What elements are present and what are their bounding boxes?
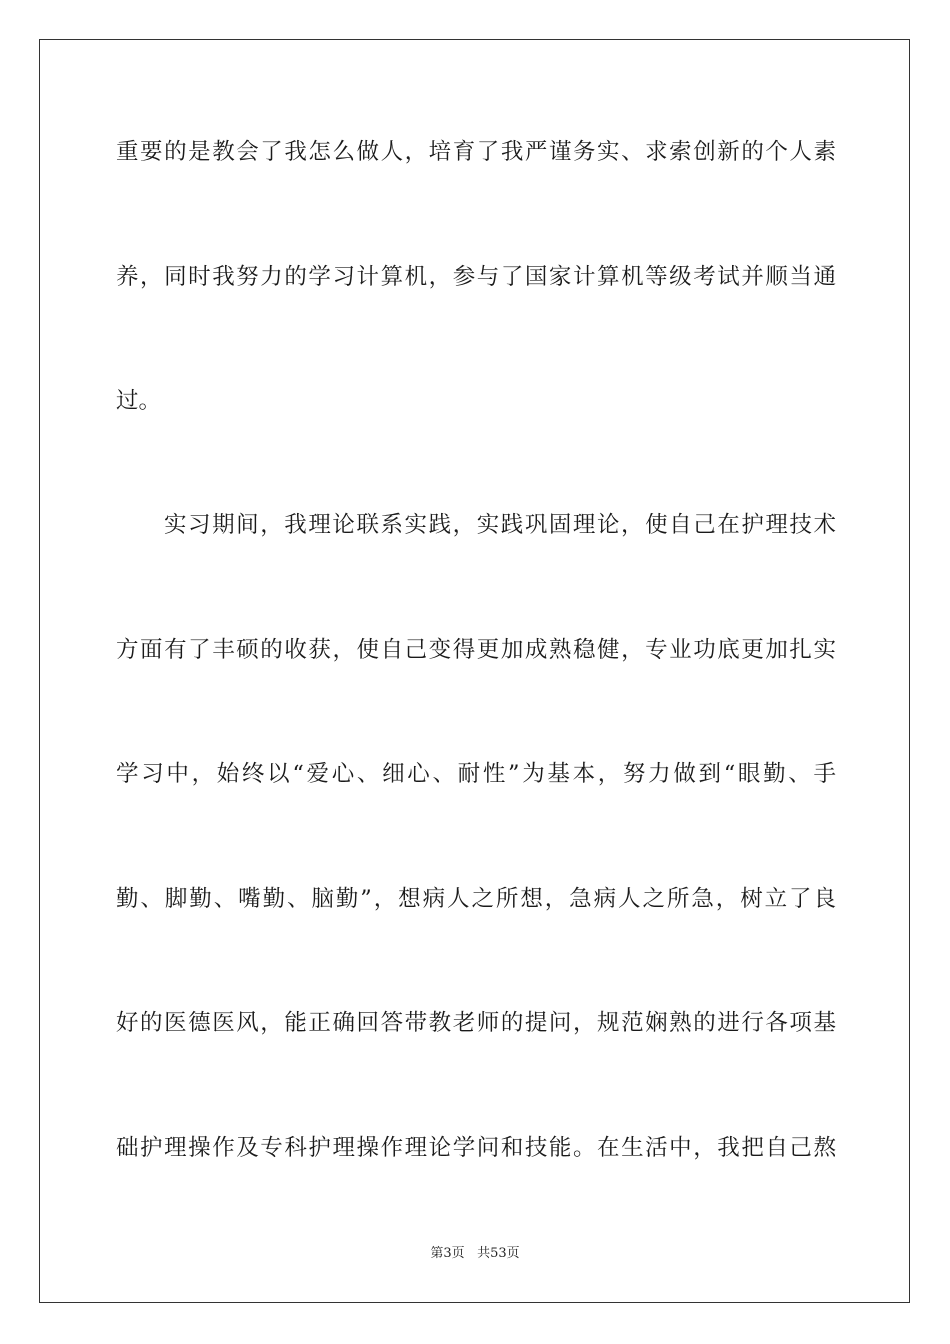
- page-number: 第3页: [430, 1246, 465, 1261]
- body-line-1: 重要的是教会了我怎么做人，培育了我严谨务实、求索创新的个人素: [116, 139, 836, 165]
- page-footer: [0, 1245, 950, 1263]
- total-pages: 共53页: [477, 1246, 520, 1261]
- body-line-7: 勤、脚勤、嘴勤、脑勤”，想病人之所想，急病人之所急，树立了良: [116, 886, 836, 912]
- paragraph-2-line-1: 实习期间，我理论联系实践，实践巩固理论，使自己在护理技术: [164, 512, 836, 538]
- body-line-8: 好的医德医风，能正确回答带教老师的提问，规范娴熟的进行各项基: [116, 1010, 836, 1036]
- page-border: [39, 39, 910, 1303]
- body-line-6: 学习中，始终以“爱心、细心、耐性”为基本，努力做到“眼勤、手: [116, 761, 836, 787]
- body-line-5: 方面有了丰硕的收获，使自己变得更加成熟稳健，专业功底更加扎实: [116, 637, 836, 663]
- body-line-9: 础护理操作及专科护理操作理论学问和技能。在生活中，我把自己熬: [116, 1135, 836, 1161]
- body-line-3: 过。: [116, 388, 162, 414]
- body-line-2: 养，同时我努力的学习计算机，参与了国家计算机等级考试并顺当通: [116, 264, 836, 290]
